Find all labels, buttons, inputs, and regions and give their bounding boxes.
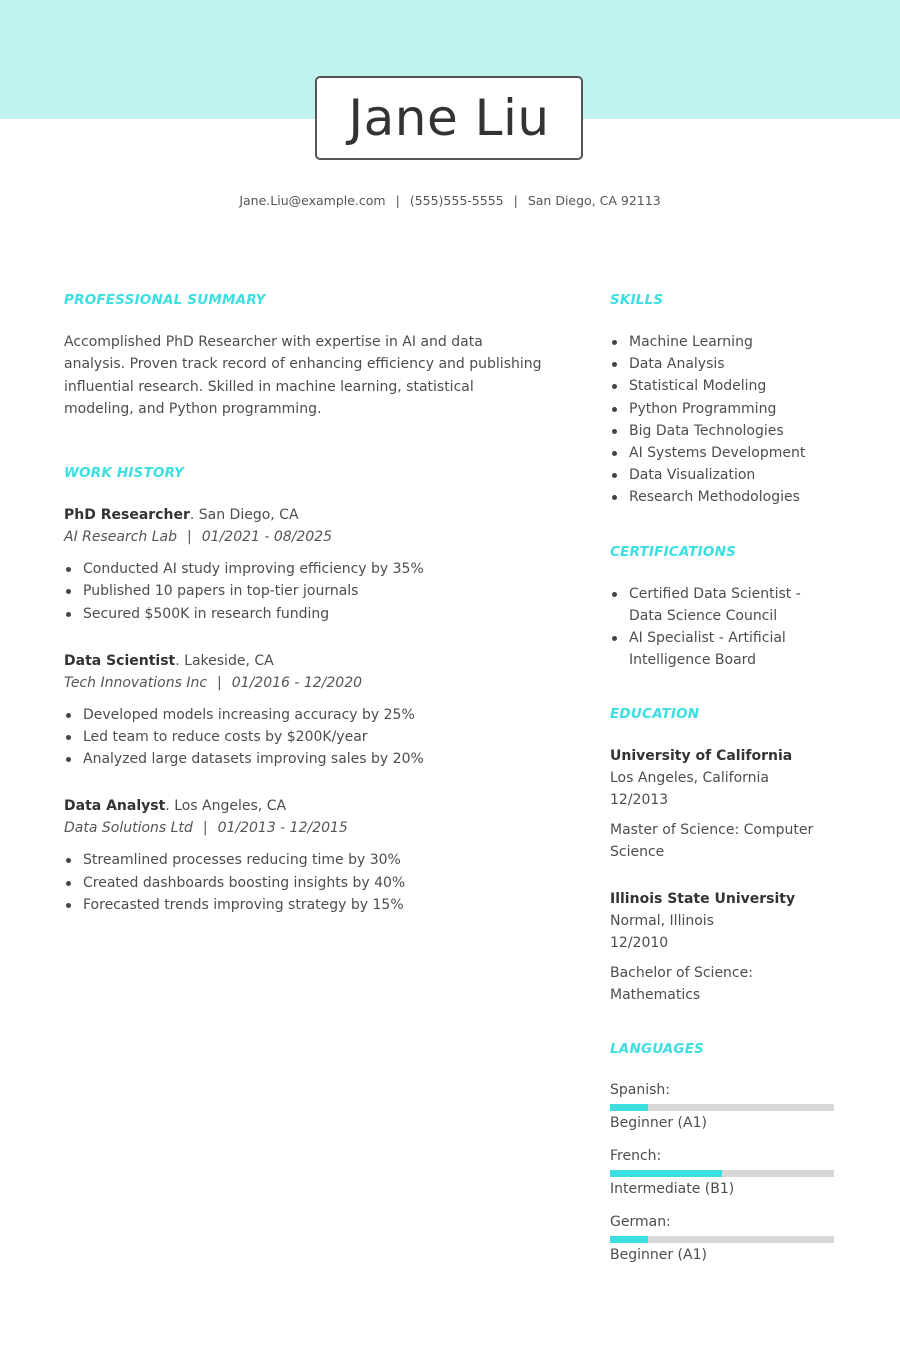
job-entry [64, 795, 544, 916]
language-level: Beginner (A1) [610, 1115, 707, 1132]
job-role: Data Analyst [64, 798, 166, 815]
school-name: University of California [610, 748, 793, 765]
school-location: Normal, Illinois [610, 913, 714, 930]
graduation-date: 12/2013 [610, 792, 669, 809]
language-entry [610, 1212, 835, 1265]
job-company: AI Research Lab [64, 529, 178, 546]
education-entry [610, 745, 835, 863]
job-bullet: Secured $500K in research funding [64, 603, 544, 625]
job-bullet: Published 10 papers in top-tier journals [64, 580, 544, 602]
school-name: Illinois State University [610, 891, 796, 908]
job-location: San Diego, CA [198, 507, 299, 524]
job-bullet: Led team to reduce costs by $200K/year [64, 726, 544, 748]
skill-item: Big Data Technologies [610, 420, 835, 442]
job-separator: | [202, 820, 208, 837]
education-section-title: EDUCATION [610, 706, 700, 723]
contact-location: San Diego, CA 92113 [527, 193, 661, 208]
job-company-line [64, 526, 544, 548]
degree: Bachelor of Science: Mathematics [610, 965, 753, 1004]
job-separator: | [217, 674, 222, 691]
job-title-line: Data Analyst. Los Angeles, CA [64, 798, 287, 815]
work-section-title: WORK HISTORY [64, 465, 184, 482]
summary-text: Accomplished PhD Researcher with expertise in AI and data analysis. Proven track record of enhancing efficiency and publishing influential research. Skilled in machine learning, statistical modeling, and Python programming. [64, 334, 542, 417]
right-column [610, 292, 835, 1278]
job-bullet: Developed models increasing accuracy by 25% [64, 704, 544, 726]
job-entry [64, 504, 544, 625]
job-company: Tech Innovations Inc [64, 674, 208, 691]
skill-item: Data Visualization [610, 464, 835, 486]
languages-section-title: LANGUAGES [610, 1041, 705, 1058]
certifications-section-title: CERTIFICATIONS [610, 543, 736, 560]
candidate-name: Jane Liu [348, 89, 550, 147]
school-location: Los Angeles, California [610, 770, 769, 787]
contact-separator: | [395, 193, 400, 208]
graduation-date: 12/2010 [610, 935, 669, 952]
contact-email: Jane.Liu@example.com [239, 193, 386, 208]
language-name: Spanish: [610, 1082, 670, 1099]
contact-separator: | [513, 193, 518, 208]
job-bullets [64, 704, 544, 771]
job-dates: 01/2016 - 12/2020 [231, 674, 363, 691]
job-role: PhD Researcher [64, 507, 190, 524]
summary-section-title: PROFESSIONAL SUMMARY [64, 292, 266, 308]
job-title-line: PhD Researcher. San Diego, CA [64, 507, 299, 524]
proficiency-bar [610, 1104, 834, 1111]
name-box [315, 76, 583, 160]
language-name: French: [610, 1148, 662, 1165]
proficiency-bar [610, 1236, 834, 1243]
language-name: German: [610, 1214, 671, 1231]
proficiency-bar [610, 1170, 834, 1177]
skill-item: Research Methodologies [610, 486, 835, 508]
job-location: Lakeside, CA [184, 652, 274, 669]
skill-item: AI Systems Development [610, 442, 835, 464]
left-column [64, 292, 544, 941]
job-role: Data Scientist [64, 652, 176, 669]
skills-section-title: SKILLS [610, 292, 664, 308]
job-separator: | [187, 529, 192, 546]
skill-item: Python Programming [610, 398, 835, 420]
language-entry [610, 1146, 835, 1199]
skill-item: Data Analysis [610, 353, 835, 375]
job-bullet: Streamlined processes reducing time by 30% [64, 849, 544, 871]
skill-item: Machine Learning [610, 331, 835, 353]
job-title-line: Data Scientist. Lakeside, CA [64, 652, 274, 669]
job-dates: 01/2013 - 12/2015 [217, 820, 348, 837]
language-level: Beginner (A1) [610, 1247, 707, 1264]
job-bullet: Forecasted trends improving strategy by 15% [64, 894, 544, 916]
job-entry [64, 650, 544, 771]
certification-item: Certified Data Scientist - Data Science Council [610, 583, 835, 627]
education-entry [610, 888, 835, 1006]
proficiency-bar-fill [610, 1236, 648, 1243]
job-dates: 01/2021 - 08/2025 [201, 529, 333, 546]
degree: Master of Science: Computer Science [610, 822, 814, 861]
job-bullet: Created dashboards boosting insights by 40% [64, 872, 544, 894]
job-bullets [64, 558, 544, 625]
job-bullets [64, 849, 544, 916]
language-level: Intermediate (B1) [610, 1181, 735, 1198]
job-bullet: Analyzed large datasets improving sales by 20% [64, 748, 544, 770]
job-company-line [64, 817, 544, 839]
skills-list [610, 331, 835, 509]
job-company: Data Solutions Ltd [64, 820, 193, 837]
skill-item: Statistical Modeling [610, 375, 835, 397]
language-entry [610, 1080, 835, 1133]
job-company-line [64, 672, 544, 694]
job-bullet: Conducted AI study improving efficiency by 35% [64, 558, 544, 580]
certifications-list [610, 583, 835, 672]
certification-item: AI Specialist - Artificial Intelligence Board [610, 627, 835, 671]
proficiency-bar-fill [610, 1170, 722, 1177]
job-location: Los Angeles, CA [174, 798, 287, 815]
proficiency-bar-fill [610, 1104, 648, 1111]
contact-line [0, 193, 900, 208]
contact-phone: (555)555-5555 [409, 193, 504, 208]
